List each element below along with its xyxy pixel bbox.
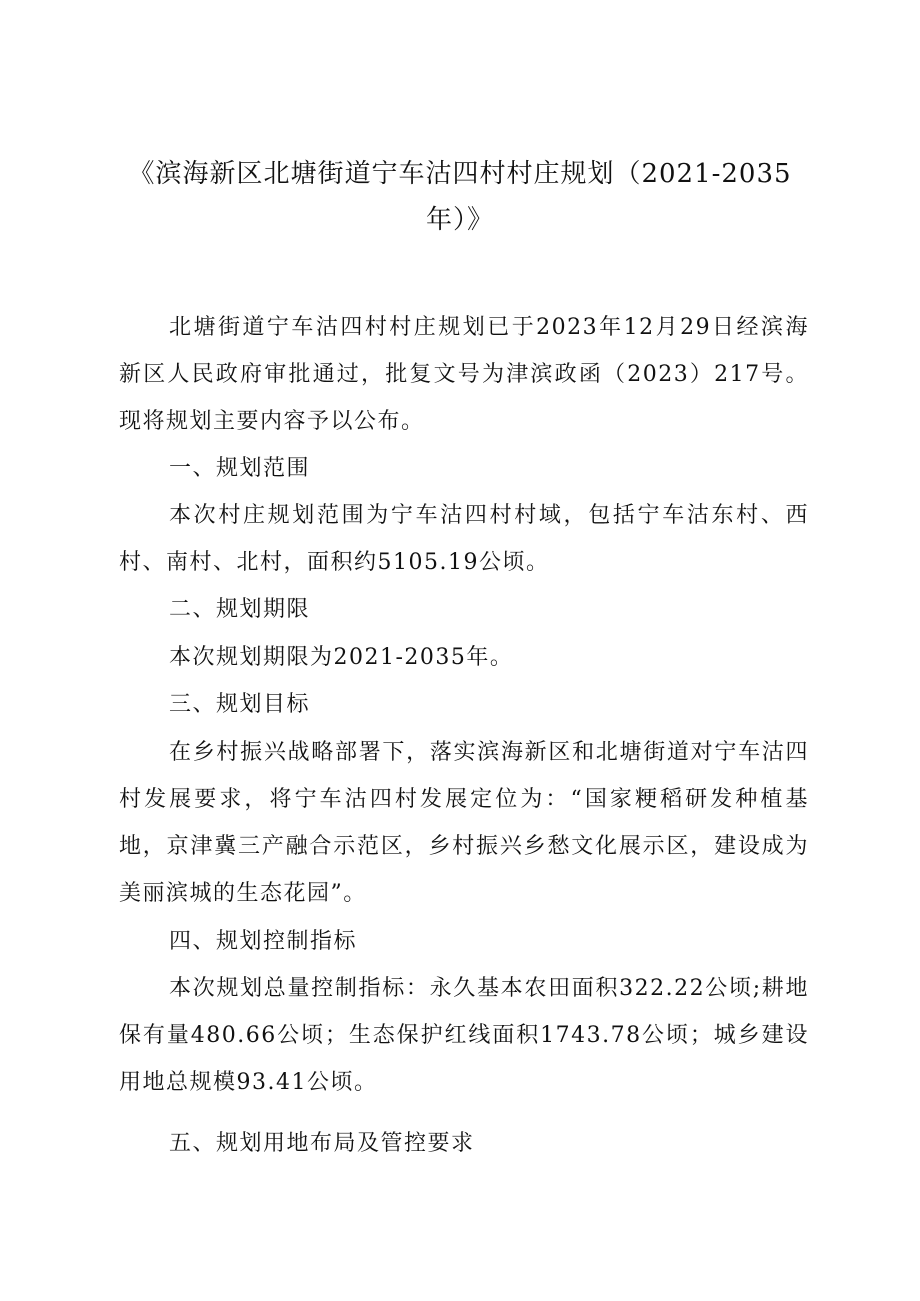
section-body-scope: 本次村庄规划范围为宁车沽四村村域，包括宁车沽东村、西村、南村、北村，面积约5105.19公顷。 [119, 503, 809, 575]
section-body-indicators: 本次规划总量控制指标：永久基本农田面积322.22公顷;耕地保有量480.66公顷；生态保护红线面积1743.78公顷；城乡建设用地总规模93.41公顷。 [119, 976, 809, 1095]
section-heading-land-use: 五、规划用地布局及管控要求 [169, 1131, 475, 1156]
section-heading-goal: 三、规划目标 [169, 692, 311, 717]
section-heading-period: 二、规划期限 [169, 597, 311, 622]
intro-paragraph: 北塘街道宁车沽四村村庄规划已于2023年12月29日经滨海新区人民政府审批通过，批复文号为津滨政函（2023）217号。现将规划主要内容予以公布。 [119, 315, 809, 434]
section-body-goal: 在乡村振兴战略部署下，落实滨海新区和北塘街道对宁车沽四村发展要求，将宁车沽四村发展定位为：“国家粳稻研发种植基地，京津冀三产融合示范区，乡村振兴乡愁文化展示区，建设成为美丽滨城的生态花园”。 [119, 740, 809, 906]
section-heading-scope: 一、规划范围 [169, 456, 311, 481]
document-title: 《滨海新区北塘街道宁车沽四村村庄规划（2021-2035年）》 [128, 159, 792, 235]
section-heading-indicators: 四、规划控制指标 [169, 929, 358, 954]
section-body-period: 本次规划期限为2021-2035年。 [169, 645, 514, 670]
